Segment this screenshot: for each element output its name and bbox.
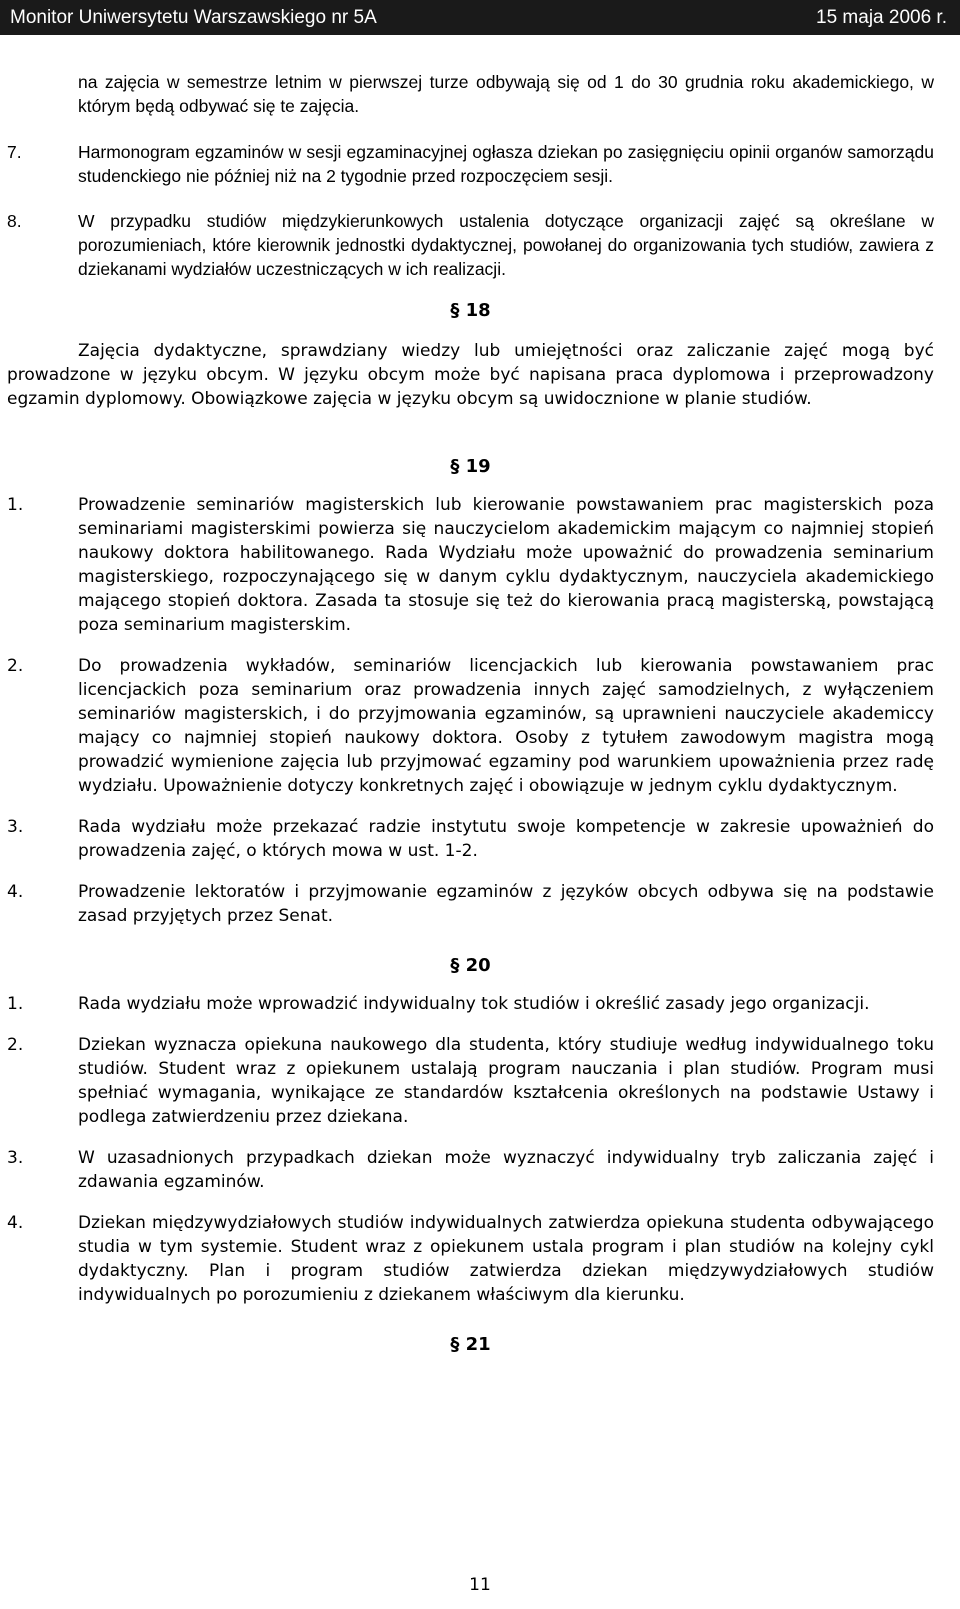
- page-number: 11: [469, 1575, 491, 1595]
- item-text: Rada wydziału może wprowadzić indywidualny tok studiów i określić zasady jego organizacji.: [78, 994, 870, 1014]
- item-number: 2.: [7, 1035, 24, 1055]
- document-body: [7, 70, 934, 1357]
- section-18-paragraph: Zajęcia dydaktyczne, sprawdziany wiedzy lub umiejętności oraz zaliczanie zajęć mogą być prowadzone w języku obcym. W języku obcym może być napisana praca dyplomowa i przeprowadzony egzamin dyplomowy. Obowiązkowe zajęcia w języku obcym są uwidocznione w planie studiów.: [7, 341, 934, 409]
- item-text: Rada wydziału może przekazać radzie instytutu swoje kompetencje w zakresie upoważnień do prowadzenia zajęć, o których mowa w ust. 1-2.: [78, 817, 934, 861]
- list-item: [7, 1033, 934, 1129]
- item-text: Dziekan międzywydziałowych studiów indywidualnych zatwierdza opiekuna studenta odbywającego studia w tym systemie. Student wraz z opiekunem ustala program i plan studiów na kolejny cykl dydaktyczny. Plan i program studiów zatwierdza dziekan międzywydziałowych studiów indywidualnych po porozumieniu z dziekanem właściwym dla kierunku.: [78, 1213, 934, 1305]
- item-number: 4.: [7, 882, 24, 902]
- section-heading-18: § 18: [450, 300, 491, 321]
- item-number: 3.: [7, 817, 24, 837]
- list-item: [7, 493, 934, 637]
- list-item: [7, 1211, 934, 1307]
- item-number: 4.: [7, 1213, 24, 1233]
- list-item: [7, 1146, 934, 1194]
- list-item: [7, 654, 934, 798]
- item-text: W uzasadnionych przypadkach dziekan może wyznaczyć indywidualny tryb zaliczania zajęć i zdawania egzaminów.: [78, 1148, 934, 1192]
- section-heading-21: § 21: [450, 1334, 491, 1355]
- section-heading-19: § 19: [450, 456, 491, 477]
- item-number: 8.: [7, 211, 22, 231]
- section-heading-20: § 20: [450, 955, 491, 976]
- list-item: [7, 140, 934, 188]
- item-text: W przypadku studiów międzykierunkowych ustalenia dotyczące organizacji zajęć są określane w porozumieniach, które kierownik jednostki dydaktycznej, powołanej do organizowania tych studiów, zawiera z dziekanami wydziałów uczestniczących w ich realizacji.: [78, 211, 934, 279]
- header-title: Monitor Uniwersytetu Warszawskiego nr 5A: [10, 6, 377, 28]
- list-item: [7, 880, 934, 928]
- item-number: 7.: [7, 142, 22, 162]
- item-text: Do prowadzenia wykładów, seminariów licencjackich lub kierowania powstawaniem prac licencjackich poza seminarium oraz prowadzenia innych zajęć samodzielnych, z wyłączeniem seminariów magisterskich, i do przyjmowania egzaminów, są uprawnieni nauczyciele akademiccy mający co najmniej stopień naukowy doktora. Osoby z tytułem zawodowym magistra mogą prowadzić wymienione zajęcia lub przyjmować egzaminy pod warunkiem upoważnienia przez radę wydziału. Upoważnienie dotyczy konkretnych zajęć i obowiązuje w jednym cyklu dydaktycznym.: [78, 656, 934, 796]
- continuation-paragraph: na zajęcia w semestrze letnim w pierwszej turze odbywają się od 1 do 30 grudnia roku akademickiego, w którym będą odbywać się te zajęcia.: [78, 72, 934, 116]
- item-text: Prowadzenie seminariów magisterskich lub kierowanie powstawaniem prac magisterskich poza seminariami magisterskimi powierza się nauczycielom akademickim mającym co najmniej stopień naukowy doktora habilitowanego. Rada Wydziału może upoważnić do prowadzenia seminarium magisterskiego, rozpoczynającego się w danym cyklu dydaktycznym, nauczyciela akademickiego mającego stopień doktora. Zasada ta stosuje się też do kierowania pracą magisterską, powstającą poza seminarium magisterskim.: [78, 495, 934, 635]
- page-header: [0, 0, 960, 35]
- item-number: 1.: [7, 994, 24, 1014]
- item-number: 2.: [7, 656, 24, 676]
- item-number: 3.: [7, 1148, 24, 1168]
- list-item: [7, 992, 934, 1016]
- list-item: [7, 815, 934, 863]
- item-number: 1.: [7, 495, 24, 515]
- header-date: 15 maja 2006 r.: [816, 6, 947, 28]
- top-section: [7, 70, 934, 281]
- item-text: Dziekan wyznacza opiekuna naukowego dla studenta, który studiuje według indywidualnego toku studiów. Student wraz z opiekunem ustalają program nauczania i plan studiów. Program musi spełniać wymagania, wynikające ze standardów kształcenia określonych na podstawie Ustawy i podlega zatwierdzeniu przez dziekana.: [78, 1035, 934, 1127]
- item-text: Prowadzenie lektoratów i przyjmowanie egzaminów z języków obcych odbywa się na podstawie zasad przyjętych przez Senat.: [78, 882, 934, 926]
- list-item: [7, 209, 934, 281]
- item-text: Harmonogram egzaminów w sesji egzaminacyjnej ogłasza dziekan po zasięgnięciu opinii organów samorządu studenckiego nie później niż na 2 tygodnie przed rozpoczęciem sesji.: [78, 142, 934, 186]
